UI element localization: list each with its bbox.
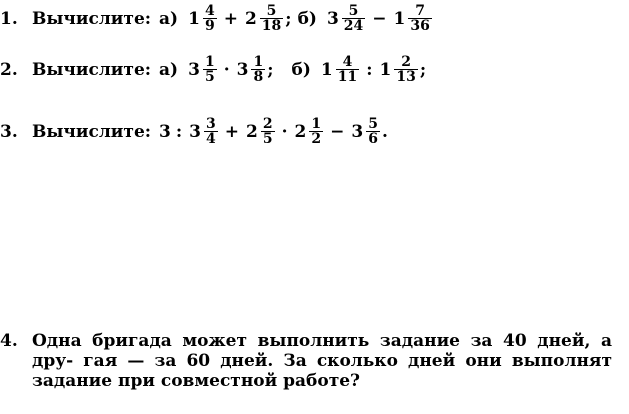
operator: − xyxy=(330,121,345,142)
mixed-number: 3 $\frac{5}{6}$ xyxy=(351,116,378,147)
problem-label: Вычислите: xyxy=(32,59,152,80)
mixed-number: 1 $\frac{7}{36}$ xyxy=(393,3,430,34)
problem-number: 2. xyxy=(0,59,18,80)
problem-number: 1. xyxy=(0,8,18,29)
terminator: . xyxy=(381,121,388,142)
mixed-number: 3 $\frac{3}{4}$ xyxy=(189,116,216,147)
mixed-number: 2 $\frac{5}{18}$ xyxy=(244,3,282,34)
mixed-number: 1 $\frac{4}{9}$ xyxy=(188,3,215,34)
problem-number: 4. xyxy=(0,331,18,351)
problem-1-line xyxy=(0,4,434,33)
mixed-number: 1 $\frac{4}{11}$ xyxy=(320,54,358,85)
operator: · xyxy=(223,59,230,80)
part-marker: б) xyxy=(291,59,311,80)
operator: − xyxy=(372,8,387,29)
problem-4 xyxy=(0,331,612,391)
mixed-number: 3 $\frac{5}{24}$ xyxy=(326,3,364,34)
mixed-number: 3 $\frac{1}{5}$ xyxy=(188,54,215,85)
operator: · xyxy=(281,121,288,142)
problem-label: Вычислите: xyxy=(32,8,152,29)
problem-2-line xyxy=(0,55,426,84)
separator: ; xyxy=(267,59,274,80)
operator: + xyxy=(223,8,238,29)
part-marker: б) xyxy=(297,8,317,29)
problem-2 xyxy=(0,55,426,84)
problem-number: 3. xyxy=(0,121,18,142)
problem-text: Одна бригада может выполнить задание за 40 дней, а дру- гая — за 60 дней. За сколько дней они выполнят задание при совместной работе? xyxy=(32,331,612,391)
part-marker: а) xyxy=(159,8,179,29)
part-marker: а) xyxy=(159,59,179,80)
separator: ; xyxy=(419,59,427,80)
problem-1 xyxy=(0,4,434,33)
problem-label: Вычислите: xyxy=(32,121,152,142)
operator: : xyxy=(366,59,373,80)
operator: + xyxy=(224,121,240,142)
mixed-number: 2 $\frac{1}{2}$ xyxy=(294,116,322,147)
problem-3-line xyxy=(0,117,388,146)
mixed-number: 2 $\frac{2}{5}$ xyxy=(246,116,273,147)
mixed-number: 1 $\frac{2}{13}$ xyxy=(379,54,416,85)
separator: ; xyxy=(285,8,292,29)
mixed-number: 3 $\frac{1}{8}$ xyxy=(236,54,264,85)
operator: : xyxy=(175,121,183,142)
leading-number: 3 xyxy=(159,121,171,142)
problem-3 xyxy=(0,117,388,146)
